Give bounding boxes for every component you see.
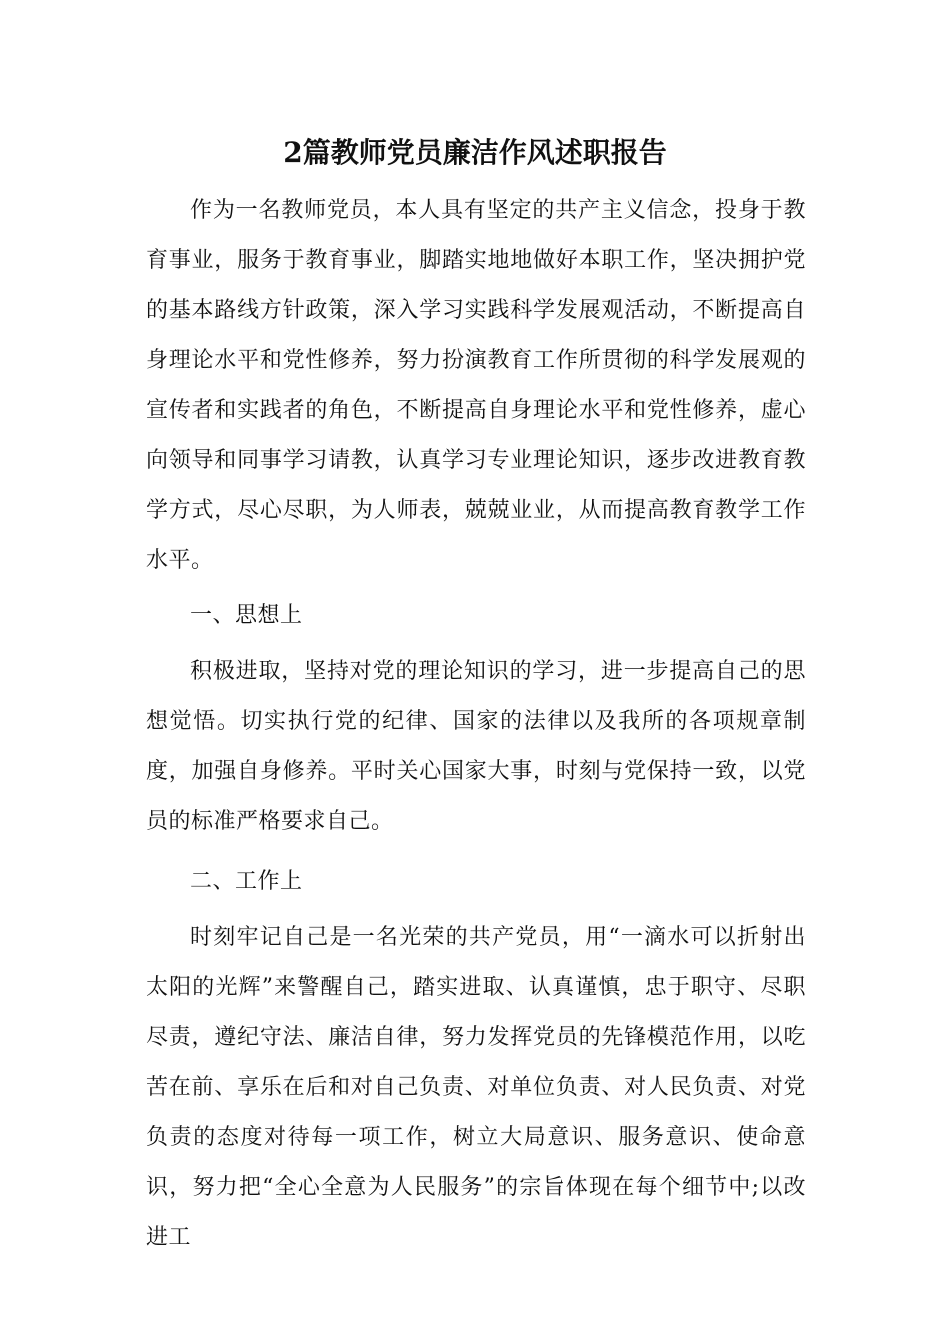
section-heading-thought: 一、思想上 (190, 603, 303, 628)
paragraph-thought: 积极进取，坚持对党的理论知识的学习，进一步提高自己的思想觉悟。切实执行党的纪律、国家的法律以及我所的各项规章制度，加强自身修养。平时关心国家大事，时刻与党保持一致，以党员的标准严格要求自己。 (146, 659, 806, 834)
paragraph-work: 时刻牢记自己是一名光荣的共产党员，用“一滴水可以折射出太阳的光辉”来警醒自己，踏实进取、认真谨慎，忠于职守、尽职尽责，遵纪守法、廉洁自律，努力发挥党员的先锋模范作用，以吃苦在前、享乐在后和对自己负责、对单位负责、对人民负责、对党负责的态度对待每一项工作，树立大局意识、服务意识、使命意识，努力把“全心全意为人民服务”的宗旨体现在每个细节中;以改进工 (146, 925, 806, 1250)
document-title: 2篇教师党员廉洁作风述职报告 (283, 136, 667, 169)
paragraph-intro: 作为一名教师党员，本人具有坚定的共产主义信念，投身于教育事业，服务于教育事业，脚踏实地地做好本职工作，坚决拥护党的基本路线方针政策，深入学习实践科学发展观活动，不断提高自身理论水平和党性修养，努力扮演教育工作所贯彻的科学发展观的宣传者和实践者的角色，不断提高自身理论水平和党性修养，虚心向领导和同事学习请教，认真学习专业理论知识，逐步改进教育教学方式，尽心尽职，为人师表，兢兢业业，从而提高教育教学工作水平。 (146, 198, 806, 573)
section-heading-work: 二、工作上 (190, 869, 303, 894)
